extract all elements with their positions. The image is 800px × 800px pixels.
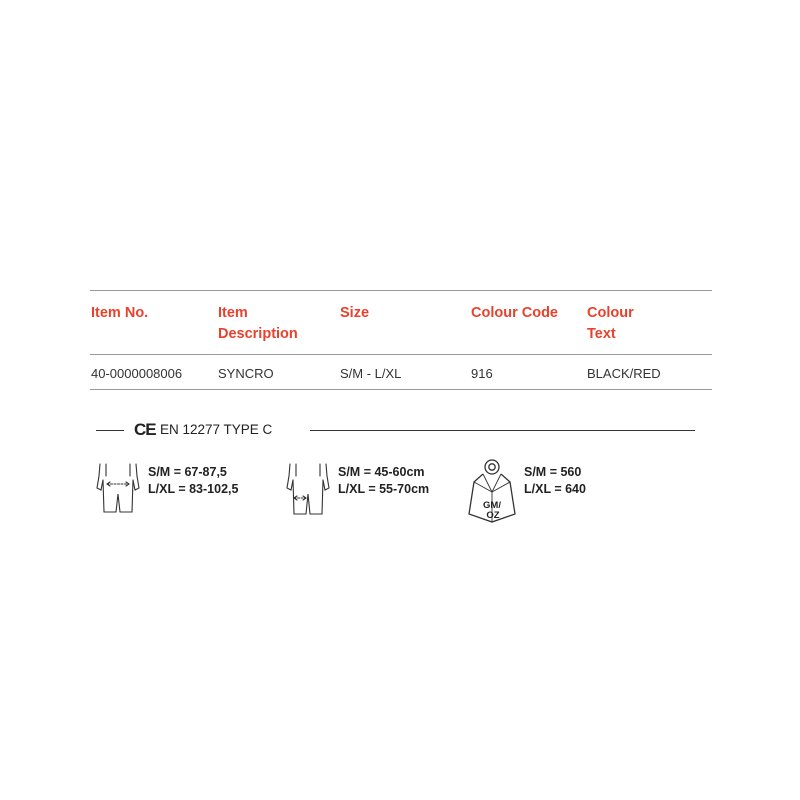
- weight-spec: S/M = 560 L/XL = 640: [524, 465, 586, 496]
- table-top-rule: [90, 290, 712, 291]
- cell-colour-text: BLACK/RED: [587, 366, 661, 381]
- divider-right: [310, 430, 695, 431]
- weight-icon: [466, 458, 518, 529]
- divider-left: [96, 430, 124, 431]
- table-header-rule: [90, 354, 712, 355]
- header-colour-code: Colour Code: [471, 305, 558, 321]
- table-bottom-rule: [90, 389, 712, 390]
- cell-item-description: SYNCRO: [218, 366, 274, 381]
- cell-size: S/M - L/XL: [340, 366, 402, 381]
- header-size: Size: [340, 305, 370, 321]
- waist-size-spec: S/M = 67-87,5 L/XL = 83-102,5: [148, 465, 239, 496]
- header-item-no: Item No.: [91, 305, 149, 321]
- cell-colour-code: 916: [471, 366, 493, 381]
- certification-row: [96, 420, 696, 440]
- waist-size-icon: [94, 462, 142, 519]
- header-item-description: Item Description: [218, 305, 298, 342]
- header-colour-text: Colour Text: [587, 305, 634, 342]
- certification-standard: EN 12277 TYPE C: [160, 422, 273, 437]
- svg-text:GM/: GM/: [483, 500, 501, 511]
- ce-mark: CE: [134, 420, 156, 439]
- cell-item-no: 40-0000008006: [91, 366, 183, 381]
- leg-loop-size-icon: [284, 462, 332, 521]
- svg-text:OZ: OZ: [486, 510, 500, 521]
- leg-loop-size-spec: S/M = 45-60cm L/XL = 55-70cm: [338, 465, 430, 496]
